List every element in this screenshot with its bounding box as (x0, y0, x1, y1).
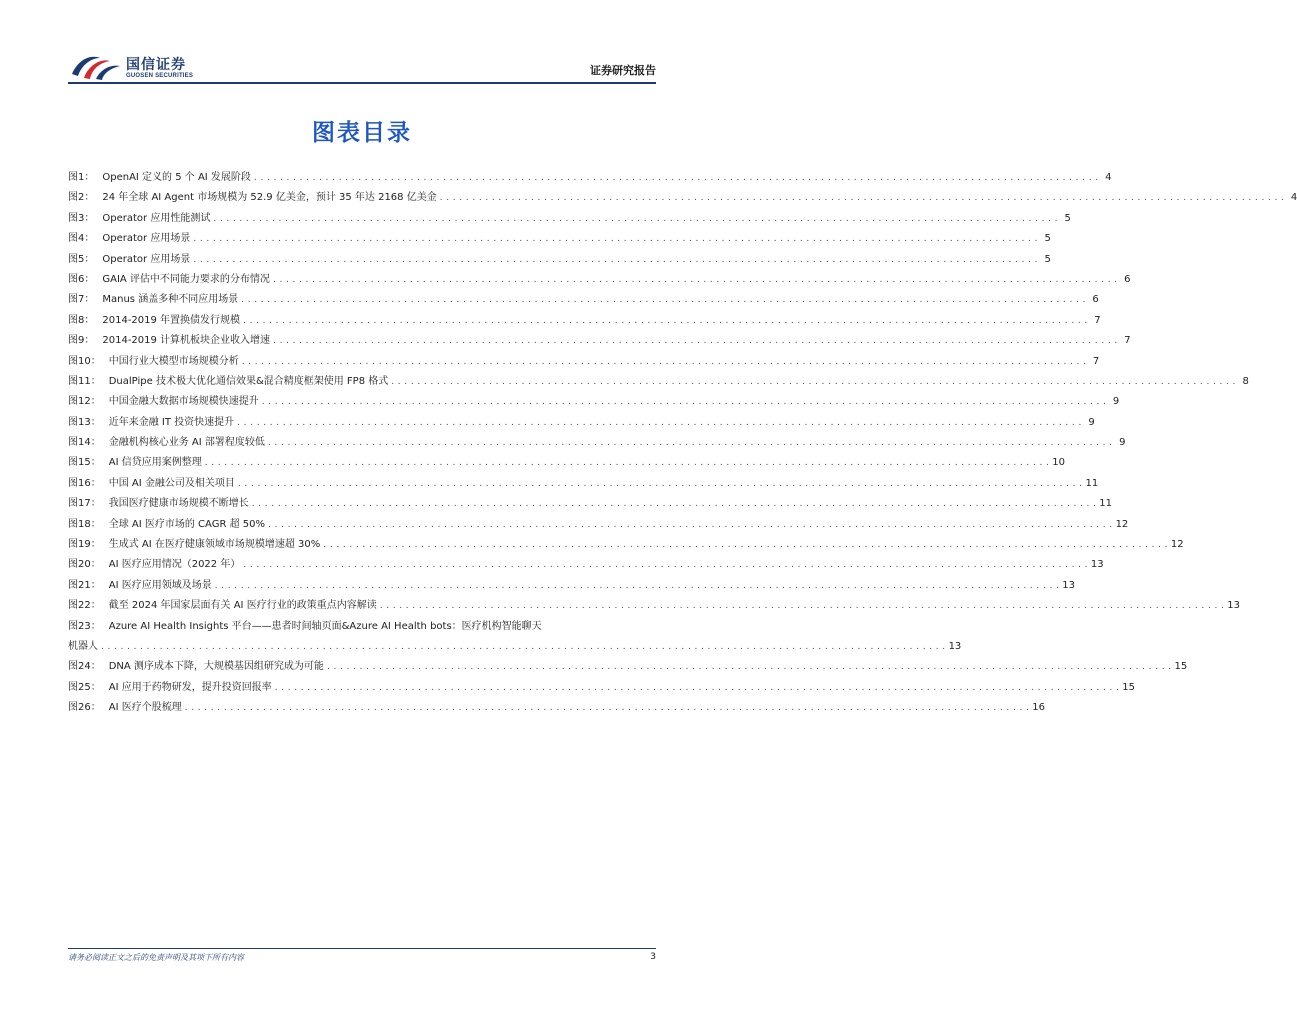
toc-page-number: 13 (1062, 579, 1075, 591)
table-of-figures (68, 168, 1297, 719)
toc-leader-dots (215, 576, 1060, 596)
toc-entry[interactable] (68, 352, 1100, 372)
toc-figure-label: 图13： (68, 416, 101, 428)
logo-english-name: GUOSEN SECURITIES (126, 73, 194, 79)
toc-page-number: 5 (1044, 253, 1051, 265)
toc-figure-label: 图9： (68, 335, 95, 347)
toc-figure-title: DNA 测序成本下降，大规模基因组研究成为可能 (108, 661, 324, 673)
toc-page-number: 4 (1290, 192, 1297, 204)
toc-entry[interactable] (68, 596, 1240, 616)
toc-entry[interactable] (68, 576, 1075, 596)
toc-figure-label: 图2： (68, 192, 95, 204)
toc-page-number: 7 (1124, 335, 1131, 347)
toc-figure-title: 生成式 AI 在医疗健康领域市场规模增速超 30% (108, 539, 321, 551)
toc-figure-label: 图14： (68, 437, 101, 449)
toc-figure-title: 全球 AI 医疗市场的 CAGR 超 50% (108, 518, 265, 530)
toc-entry[interactable] (68, 535, 1184, 555)
toc-entry[interactable] (68, 515, 1129, 535)
toc-figure-label: 图3： (68, 212, 95, 224)
toc-entry[interactable] (68, 168, 1112, 188)
toc-page-number: 7 (1092, 355, 1100, 367)
toc-entry[interactable] (68, 698, 1045, 718)
toc-entry-line (68, 617, 656, 637)
toc-page-number: 4 (1105, 172, 1112, 183)
toc-figure-title: DualPipe 技术极大优化通信效果&混合精度框架使用 FP8 格式 (108, 375, 389, 387)
toc-figure-label: 图19： (68, 539, 101, 551)
toc-page-number: 15 (1174, 661, 1188, 673)
toc-page-number: 8 (1242, 375, 1249, 387)
toc-page-number: 13 (1227, 600, 1240, 612)
toc-entry[interactable] (68, 474, 1099, 494)
toc-leader-dots (262, 392, 1107, 412)
toc-page-number: 16 (1032, 702, 1045, 714)
guosen-logo (68, 48, 208, 84)
toc-figure-label: 图1： (68, 172, 95, 183)
toc-page-number: 6 (1092, 294, 1099, 306)
toc-leader-dots (323, 535, 1168, 555)
toc-figure-label: 图22： (68, 600, 101, 612)
toc-entry[interactable] (68, 290, 1099, 310)
toc-leader-dots (440, 188, 1285, 208)
toc-page-number: 11 (1085, 477, 1099, 489)
toc-leader-dots (193, 229, 1038, 249)
toc-leader-dots (185, 698, 1030, 718)
toc-figure-title: AI 医疗应用领域及场景 (108, 579, 212, 591)
toc-leader-dots (252, 494, 1097, 514)
toc-figure-title: 24 年全球 AI Agent 市场规模为 52.9 亿美金，预计 35 年达 2168 亿美金 (102, 192, 437, 204)
toc-figure-title: Operator 应用场景 (102, 233, 191, 245)
toc-page-number: 12 (1170, 539, 1184, 551)
toc-entry[interactable] (68, 413, 1095, 433)
toc-page-number: 12 (1115, 518, 1129, 530)
toc-entry[interactable] (68, 229, 1051, 249)
toc-entry[interactable] (68, 331, 1131, 351)
toc-figure-title: Manus 涵盖多种不同应用场景 (102, 294, 239, 306)
toc-figure-title: GAIA 评估中不同能力要求的分布情况 (102, 273, 270, 285)
toc-page-number: 5 (1044, 233, 1051, 245)
toc-figure-title: AI 应用于药物研发，提升投资回报率 (108, 681, 272, 693)
toc-entry[interactable] (68, 270, 1131, 290)
footer-divider (68, 948, 656, 949)
footer-disclaimer: 请务必阅读正文之后的免责声明及其项下所有内容 (68, 953, 244, 962)
toc-entry[interactable] (68, 372, 1249, 392)
toc-leader-dots (243, 555, 1088, 575)
toc-leader-dots (101, 637, 946, 657)
toc-figure-title: 金融机构核心业务 AI 部署程度较低 (108, 437, 265, 449)
toc-leader-dots (243, 311, 1088, 331)
toc-figure-label: 图17： (68, 498, 101, 510)
toc-leader-dots (273, 331, 1118, 351)
toc-figure-label: 图23： (68, 620, 101, 632)
toc-page-number: 9 (1119, 437, 1126, 449)
toc-entry[interactable] (68, 617, 962, 658)
toc-figure-label: 图15： (68, 457, 101, 469)
toc-leader-dots (268, 515, 1113, 535)
toc-leader-dots (327, 657, 1172, 677)
toc-leader-dots (213, 209, 1058, 229)
toc-page-number: 6 (1124, 273, 1131, 285)
report-type-label: 证券研究报告 (590, 64, 656, 77)
toc-figure-title: OpenAI 定义的 5 个 AI 发展阶段 (102, 172, 251, 183)
toc-leader-dots (254, 168, 1099, 188)
toc-leader-dots (238, 474, 1083, 494)
toc-entry[interactable] (68, 433, 1126, 453)
toc-page-number: 15 (1122, 681, 1135, 693)
toc-figure-label: 图6： (68, 273, 95, 285)
toc-figure-title: AI 医疗应用情况（2022 年） (108, 559, 241, 571)
toc-figure-label: 图21： (68, 579, 101, 591)
toc-figure-label: 图25： (68, 681, 101, 693)
toc-leader-dots (237, 413, 1082, 433)
guosen-logo-mark-icon (70, 52, 124, 82)
toc-entry[interactable] (68, 555, 1104, 575)
toc-figure-label: 图8： (68, 314, 95, 326)
toc-entry[interactable] (68, 453, 1065, 473)
toc-figure-title: AI 医疗个股梳理 (108, 702, 182, 714)
toc-leader-dots (205, 453, 1050, 473)
toc-page-number: 13 (948, 640, 962, 652)
toc-figure-label: 图12： (68, 396, 101, 408)
toc-figure-label: 图4： (68, 233, 95, 245)
toc-figure-title: 中国金融大数据市场规模快速提升 (108, 396, 259, 408)
toc-leader-dots (268, 433, 1113, 453)
toc-figure-title: Operator 应用性能测试 (102, 212, 211, 224)
toc-entry-line (68, 637, 962, 657)
toc-figure-title: 近年来金融 IT 投资快速提升 (108, 416, 235, 428)
toc-entry[interactable] (68, 678, 1135, 698)
toc-entry[interactable] (68, 657, 1188, 677)
toc-leader-dots (193, 250, 1038, 270)
toc-leader-dots (242, 352, 1087, 372)
toc-page-number: 9 (1088, 416, 1095, 428)
toc-leader-dots (275, 678, 1120, 698)
toc-entry[interactable] (68, 250, 1051, 270)
toc-figure-label: 图26： (68, 702, 101, 714)
page-header (68, 48, 656, 84)
toc-figure-title: 截至 2024 年国家层面有关 AI 医疗行业的政策重点内容解读 (108, 600, 377, 612)
toc-figure-label: 图24： (68, 661, 101, 673)
toc-page-number: 5 (1064, 212, 1071, 224)
toc-figure-title: 2014-2019 年置换债发行规模 (102, 314, 241, 326)
toc-entry[interactable] (68, 311, 1101, 331)
toc-figure-label: 图5： (68, 253, 95, 265)
toc-entry[interactable] (68, 188, 1297, 208)
toc-figure-title: 中国 AI 金融公司及相关项目 (108, 477, 235, 489)
toc-page-number: 13 (1090, 559, 1104, 571)
toc-page-number: 11 (1099, 498, 1113, 510)
toc-figure-label: 图11： (68, 375, 101, 387)
logo-chinese-name: 国信证券 (126, 57, 186, 73)
toc-figure-label: 图7： (68, 294, 95, 306)
toc-figure-title: AI 信贷应用案例整理 (108, 457, 202, 469)
toc-figure-title: Operator 应用场景 (102, 253, 191, 265)
toc-page-number: 7 (1094, 314, 1101, 326)
toc-leader-dots (380, 596, 1225, 616)
toc-entry[interactable] (68, 209, 1071, 229)
toc-entry[interactable] (68, 392, 1120, 412)
toc-page-number: 10 (1052, 457, 1065, 469)
toc-figure-title: 我国医疗健康市场规模不断增长 (108, 498, 249, 510)
toc-leader-dots (273, 270, 1118, 290)
toc-figure-title: 中国行业大模型市场规模分析 (108, 355, 239, 367)
toc-figure-label: 图18： (68, 518, 101, 530)
toc-figure-title: 2014-2019 计算机板块企业收入增速 (102, 335, 271, 347)
toc-figure-title-continued: 机器人 (68, 640, 98, 652)
toc-figure-title: Azure AI Health Insights 平台——患者时间轴页面&Azure AI Health bots：医疗机构智能聊天 (108, 620, 542, 632)
toc-page-number: 9 (1112, 396, 1120, 408)
page-title: 图表目录 (312, 120, 412, 146)
toc-figure-label: 图16： (68, 477, 101, 489)
toc-figure-label: 图20： (68, 559, 101, 571)
footer-page-number: 3 (650, 952, 656, 962)
toc-figure-label: 图10： (68, 355, 101, 367)
toc-entry[interactable] (68, 494, 1113, 514)
toc-leader-dots (241, 290, 1086, 310)
toc-leader-dots (391, 372, 1236, 392)
header-divider (68, 82, 656, 84)
